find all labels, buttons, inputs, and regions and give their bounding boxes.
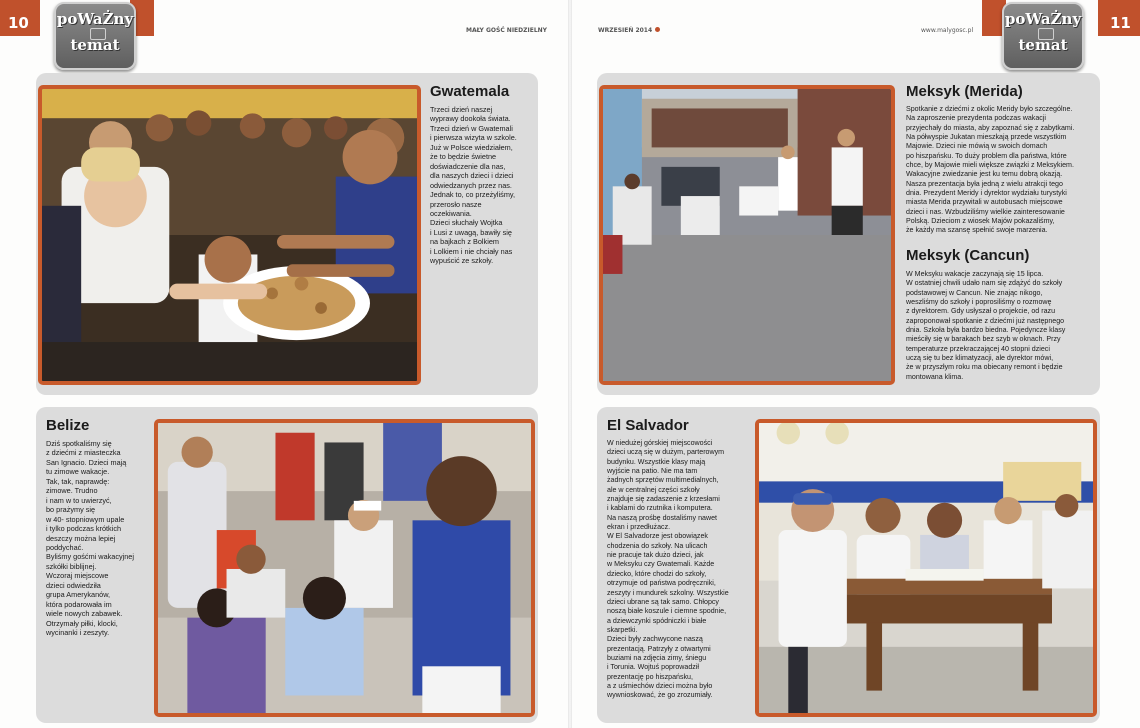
body-line: wywnioskować, że go zrozumiały. bbox=[607, 691, 713, 700]
body-line: montowana klima. bbox=[906, 372, 964, 381]
body-line: ekran i przedłużacz. bbox=[607, 523, 671, 532]
body-line: dnia. Prezydent Meridy i dyrektor wydziału turystyki bbox=[906, 189, 1067, 198]
body-line: W Meksyku wakacje zaczynają się 15 lipca. bbox=[906, 270, 1044, 278]
body-line: że to będzie świetne bbox=[430, 152, 497, 162]
body-line: chce, by Majowie mieli większe związki z Meksykiem. bbox=[906, 161, 1074, 170]
body-line: Na zaproszenie prezydenta podczas wakacji bbox=[906, 114, 1046, 123]
issue-date bbox=[598, 27, 660, 34]
poważny-temat-logo-left bbox=[54, 2, 136, 70]
body-line: dzieci ubrane są tak samo. Chłopcy bbox=[607, 597, 719, 606]
body-line: W El Salvadorze jest obowiązek bbox=[607, 532, 708, 541]
el-salvador-photo bbox=[755, 419, 1097, 717]
body-line: Otrzymały piłki, klocki, bbox=[46, 618, 118, 628]
body-line: Na naszą prośbę dostaliśmy nawet bbox=[607, 513, 718, 522]
gwatemala-photo-image bbox=[42, 89, 417, 381]
body-line: po hiszpańsku. To duży problem dla państwa, które bbox=[906, 151, 1067, 160]
body-line: wycinanki i zeszyty. bbox=[46, 628, 110, 638]
issue-date-text: WRZESIEŃ 2014 bbox=[598, 27, 653, 34]
belize-body bbox=[46, 439, 134, 638]
body-line: w 40- stopniowym upale bbox=[46, 514, 125, 524]
body-line: grupa Amerykanów, bbox=[46, 590, 111, 600]
body-line: że każdy ma szansę spełnić swoje marzenia. bbox=[906, 226, 1048, 235]
el-salvador-body bbox=[607, 439, 729, 701]
body-line: Spotkanie z dziećmi z okolic Meridy było szczególne. bbox=[906, 105, 1073, 113]
body-line: podstawowej w Cancun. Nie znając nikogo, bbox=[906, 288, 1043, 297]
body-line: dzieci odwiedziła bbox=[46, 580, 101, 590]
website-url: www.malygosc.pl bbox=[921, 27, 974, 34]
body-line: dziecko, które chodzi do szkoły, bbox=[607, 569, 707, 578]
body-line: wyjście na patio. Nie ma tam bbox=[607, 467, 698, 476]
body-line: z dziećmi z miasteczka bbox=[46, 448, 121, 458]
body-line: otrzymuje od państwa podręczniki, bbox=[607, 579, 716, 588]
page-number-right: 11 bbox=[1110, 14, 1131, 32]
body-line: Już w Polsce wiedziałem, bbox=[430, 142, 513, 152]
body-line: dzieci i nas. Wzbudziliśmy wielkie zainteresowanie bbox=[906, 207, 1065, 216]
body-line: przyjechały do miasta, aby zapoznać się z zabytkami. bbox=[906, 123, 1075, 132]
body-line: bo prażymy się bbox=[46, 505, 96, 515]
body-line: miasta Merida przywitali w autobusach miejscowe bbox=[906, 198, 1063, 207]
page-number-left: 10 bbox=[8, 14, 29, 32]
article-belize bbox=[36, 407, 538, 723]
body-line: odwiedzanych przez nas. bbox=[430, 180, 512, 190]
body-line: znajduje się zadaszenie z krzesłami bbox=[607, 495, 720, 504]
page-gutter bbox=[568, 0, 572, 728]
gwatemala-title: Gwatemala bbox=[430, 83, 510, 100]
logo-line2: temat bbox=[1018, 36, 1068, 54]
body-line: tu zimowe wakacje. bbox=[46, 467, 110, 477]
body-line: wypuścić ze szkoły. bbox=[430, 256, 494, 266]
body-line: żadnych sprzętów multimedialnych, bbox=[607, 476, 719, 485]
body-line: a z uśmiechów dzieci można było bbox=[607, 681, 713, 690]
body-line: buziami na zdjęcia zimy, śniegu bbox=[607, 653, 707, 662]
body-line: deszczy można lepiej bbox=[46, 533, 116, 543]
bullet-dot-icon bbox=[655, 27, 660, 32]
body-line: Majowie. Dzieci nie mówią w swoich domach bbox=[906, 142, 1048, 151]
body-line: która podarowała im bbox=[46, 599, 112, 609]
body-line: i tylko podczas krótkich bbox=[46, 524, 122, 534]
body-line: Byliśmy gośćmi wakacyjnej bbox=[46, 552, 134, 562]
body-line: dnia. Szkoła była bardzo biedna. Pojedyncze klasy bbox=[906, 326, 1066, 335]
body-line: wyprawy dookoła świata. bbox=[430, 114, 511, 124]
body-line: Jednak to, co przeżyliśmy, bbox=[430, 190, 516, 200]
meksyk-merida-photo-image bbox=[603, 89, 891, 381]
el-salvador-photo-image bbox=[759, 423, 1093, 713]
poważny-temat-logo-right bbox=[1002, 2, 1084, 70]
meksyk-merida-body bbox=[906, 105, 1074, 236]
gwatemala-body bbox=[430, 105, 517, 266]
body-line: ale w centralnej części szkoły bbox=[607, 485, 700, 494]
body-line: przerosło nasze bbox=[430, 199, 482, 209]
body-line: i Torunia. Wojtuś poprowadził bbox=[607, 663, 700, 672]
body-line: i kablami do rzutnika i komputera. bbox=[607, 504, 713, 513]
body-line: Nasza prezentacja była jedną z wielu atrakcji tego bbox=[906, 179, 1063, 188]
body-line: i nam w to uwierzyć, bbox=[46, 495, 112, 505]
belize-photo-image bbox=[158, 423, 531, 713]
article-el-salvador bbox=[597, 407, 1100, 723]
body-line: oczekiwania. bbox=[430, 208, 472, 218]
article-gwatemala bbox=[36, 73, 538, 395]
body-line: temperaturze przekraczającej 40 stopni dzieci bbox=[906, 344, 1050, 353]
body-line: zimowe. Trudno bbox=[46, 486, 98, 496]
body-line: zaproponował spotkanie z dziećmi już następnego bbox=[906, 316, 1065, 325]
body-line: prezentacją. Patrzyły z otwartymi bbox=[607, 644, 711, 653]
logo-line1: poWaŻny bbox=[56, 10, 134, 28]
meksyk-cancun-body bbox=[906, 270, 1065, 382]
meksyk-merida-photo bbox=[599, 85, 895, 385]
article-meksyk bbox=[597, 73, 1100, 395]
logo-line1: poWaŻny bbox=[1004, 10, 1082, 28]
body-line: że w przyszłym roku ma obiecany remont i będzie bbox=[906, 363, 1063, 372]
body-line: Dzieci były zachwycone naszą bbox=[607, 635, 703, 644]
body-line: Trzeci dzień w Gwatemali bbox=[430, 123, 513, 133]
body-line: poddychać. bbox=[46, 542, 84, 552]
body-line: budynku. Wszystkie klasy mają bbox=[607, 457, 706, 466]
body-line: doświadczenie dla nas, bbox=[430, 161, 506, 171]
magazine-name: MAŁY GOŚĆ NIEDZIELNY bbox=[466, 27, 548, 34]
body-line: i Lolkiem i nie chciały nas bbox=[430, 246, 513, 256]
body-line: nie pracuje tak dużo dzieci, jak bbox=[607, 551, 704, 560]
body-line: W niedużej górskiej miejscowości bbox=[607, 439, 713, 447]
body-line: Wakacyjne zwiedzanie jest ku temu dobrą okazją. bbox=[906, 170, 1063, 179]
body-line: W ostatniej chwili udało nam się zdążyć do szkoły bbox=[906, 279, 1063, 288]
body-line: Wczoraj miejscowe bbox=[46, 571, 109, 581]
body-line: zeszyty i mundurek szkolny. Wszystkie bbox=[607, 588, 729, 597]
body-line: weszliśmy do szkoły i poprosiliśmy o rozmowę bbox=[906, 298, 1052, 307]
body-line: San Ignacio. Dzieci mają bbox=[46, 457, 127, 467]
body-line: mieściły się w barakach bez szyb w oknach. Przy bbox=[906, 335, 1061, 344]
body-line: dzieci uczą się w dużym, parterowym bbox=[607, 448, 725, 457]
body-line: wiele nowych zabawek. bbox=[46, 609, 123, 619]
body-line: Dzieci słuchały Wojtka bbox=[430, 218, 503, 228]
logo-line2: temat bbox=[70, 36, 120, 54]
body-line: Polską. Dzieciom z wiosek Majów pokazaliśmy, bbox=[906, 217, 1055, 226]
body-line: prezentację po hiszpańsku, bbox=[607, 672, 693, 681]
meksyk-cancun-title: Meksyk (Cancun) bbox=[906, 247, 1030, 264]
body-line: Dziś spotkaliśmy się bbox=[46, 439, 112, 448]
body-line: Tak, tak, naprawdę: bbox=[46, 476, 110, 486]
body-line: Na półwyspie Jukatan mieszkają przede wszystkim bbox=[906, 133, 1067, 142]
body-line: dla naszych dzieci i dzieci bbox=[430, 171, 514, 181]
meksyk-merida-title: Meksyk (Merida) bbox=[906, 83, 1023, 100]
body-line: i Lusi z uwagą, bawiły się bbox=[430, 227, 512, 237]
body-line: z dyrektorem. Gdy usłyszał o projekcie, od razu bbox=[906, 307, 1056, 316]
body-line: uczą się tu bez klimatyzacji, ale dyrektor mówi, bbox=[906, 354, 1054, 363]
gwatemala-photo bbox=[38, 85, 421, 385]
body-line: chodzenia do szkoły. Na ulicach bbox=[607, 541, 708, 550]
body-line: i pierwsza wizyta w szkole. bbox=[430, 133, 517, 143]
body-line: na bajkach z Bolkiem bbox=[430, 237, 499, 247]
body-line: w Meksyku czy Gwatemali. Każde bbox=[607, 560, 715, 569]
belize-photo bbox=[154, 419, 535, 717]
el-salvador-title: El Salvador bbox=[607, 417, 689, 434]
body-line: skarpetki. bbox=[607, 625, 638, 634]
body-line: szkółki biblijnej. bbox=[46, 561, 97, 571]
body-line: Trzeci dzień naszej bbox=[430, 105, 493, 114]
body-line: noszą białe koszule i ciemne spodnie, bbox=[607, 607, 727, 616]
belize-title: Belize bbox=[46, 417, 90, 434]
body-line: a dziewczynki spódniczki i białe bbox=[607, 616, 707, 625]
